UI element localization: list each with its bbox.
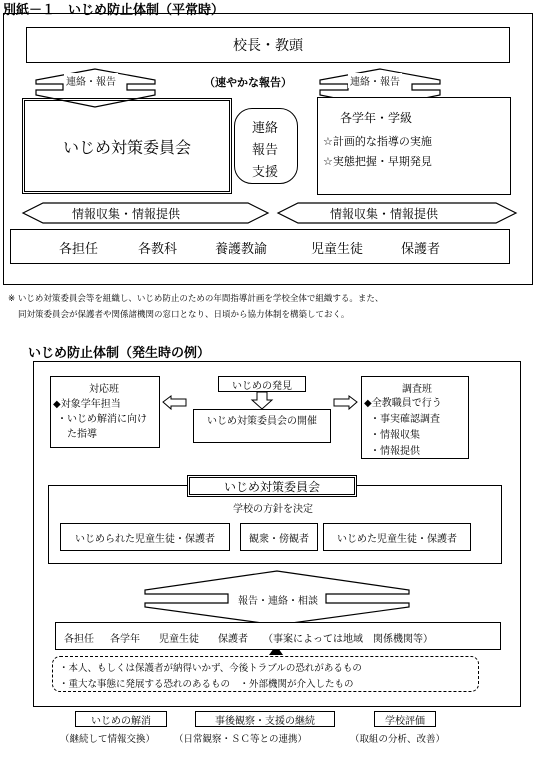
arrow-right-investigation — [334, 396, 357, 409]
party-bystander-label: 観衆・傍観者 — [249, 533, 309, 545]
grades-item-1: ☆計画的な指導の実施 — [323, 135, 432, 148]
cases-box — [52, 656, 479, 692]
party-bully — [323, 523, 471, 551]
response-team-line-2: ・いじめ解消に向け — [57, 414, 147, 425]
info-label-right: 情報収集・情報提供 — [330, 207, 439, 221]
member-2: 各教科 — [138, 242, 178, 257]
member-4: 児童生徒 — [311, 242, 364, 257]
party-victim-label: いじめられた児童生徒・保護者 — [75, 533, 215, 545]
investigation-team-line-1: ◆全教職員で行う — [364, 398, 442, 409]
outcome-2 — [195, 711, 335, 727]
principal-label: 校長・教頭 — [233, 38, 303, 54]
policy-label: 学校の方針を決定 — [233, 504, 313, 515]
member2-5: （事案によっては地域 関係機関等） — [263, 634, 433, 645]
committee2-label: いじめ対策委員会 — [223, 479, 320, 494]
outcome-note-3: （取組の分析、改善） — [350, 734, 446, 745]
coord-label: 報告・連絡・相談 — [238, 596, 318, 607]
members2-box — [55, 622, 501, 650]
member2-2: 各学年 — [110, 634, 140, 645]
support-line-3: 支援 — [252, 165, 279, 180]
support-line-1: 連絡 — [252, 121, 279, 136]
party-victim — [60, 523, 230, 551]
member2-4: 保護者 — [218, 634, 248, 645]
response-team-title: 対応班 — [89, 384, 119, 395]
contact-report-right: 連絡・報告 — [348, 73, 402, 88]
committee-meeting-label: いじめ対策委員会の開催 — [207, 416, 317, 427]
investigation-item-1: ・事実確認調査 — [370, 414, 440, 425]
response-team-line-3: た指導 — [67, 429, 97, 440]
outcome-note-1: （継続して情報交換） — [60, 734, 156, 745]
outcome-1-label: いじめの解消 — [91, 715, 151, 727]
response-team-line-1: ◆対象学年担当 — [53, 399, 121, 410]
outcome-1 — [75, 711, 167, 727]
committee2-box — [187, 475, 357, 497]
discovery-label: いじめの発見 — [232, 380, 292, 392]
part1-title: 別紙－１ いじめ防止体制（平常時） — [3, 3, 225, 18]
info-label-left: 情報収集・情報提供 — [72, 207, 181, 221]
contact-report-left: 連絡・報告 — [64, 73, 118, 88]
grades-item-2: ☆実態把握・早期発見 — [323, 155, 432, 168]
member-3: 養護教諭 — [215, 242, 268, 257]
note-line-2: 同対策委員会が保護者や関係諸機関の窓口となり、日頃から協力体制を構築しておく。 — [18, 310, 350, 320]
outcome-note-2: （日常観察・ＳＣ等との連携） — [174, 734, 308, 745]
member2-3: 児童生徒 — [159, 634, 199, 645]
party-bystander — [240, 523, 318, 551]
investigation-item-2: ・情報収集 — [370, 430, 420, 441]
outcome-3-label: 学校評価 — [385, 715, 425, 727]
outcome-2-label: 事後観察・支援の継続 — [215, 715, 315, 727]
party-bully-label: いじめた児童生徒・保護者 — [337, 533, 457, 545]
support-line-2: 報告 — [252, 143, 279, 158]
case-2: ・重大な事態に発展する恐れのあるもの ・外部機関が介入したもの — [59, 679, 354, 690]
case-1: ・本人、もしくは保護者が納得いかず、今後トラブルの恐れがあるもの — [59, 663, 362, 674]
prompt-report: （速やかな報告） — [204, 76, 292, 89]
part2-title: いじめ防止体制（発生時の例） — [28, 346, 211, 361]
member2-1: 各担任 — [64, 634, 94, 645]
investigation-team-title: 調査班 — [402, 384, 432, 395]
investigation-item-3: ・情報提供 — [370, 446, 420, 457]
arrow-left-response — [163, 396, 186, 409]
arrow-down-discovery — [252, 392, 272, 409]
grades-title: 各学年・学級 — [340, 111, 413, 125]
member-5: 保護者 — [401, 242, 441, 257]
member-1: 各担任 — [59, 242, 99, 257]
committee-label: いじめ対策委員会 — [62, 137, 191, 157]
outcome-3 — [374, 711, 436, 727]
note-line-1: ※ いじめ対策委員会等を組織し、いじめ防止のための年間指導計画を学校全体で組織する。また、 — [8, 294, 384, 304]
